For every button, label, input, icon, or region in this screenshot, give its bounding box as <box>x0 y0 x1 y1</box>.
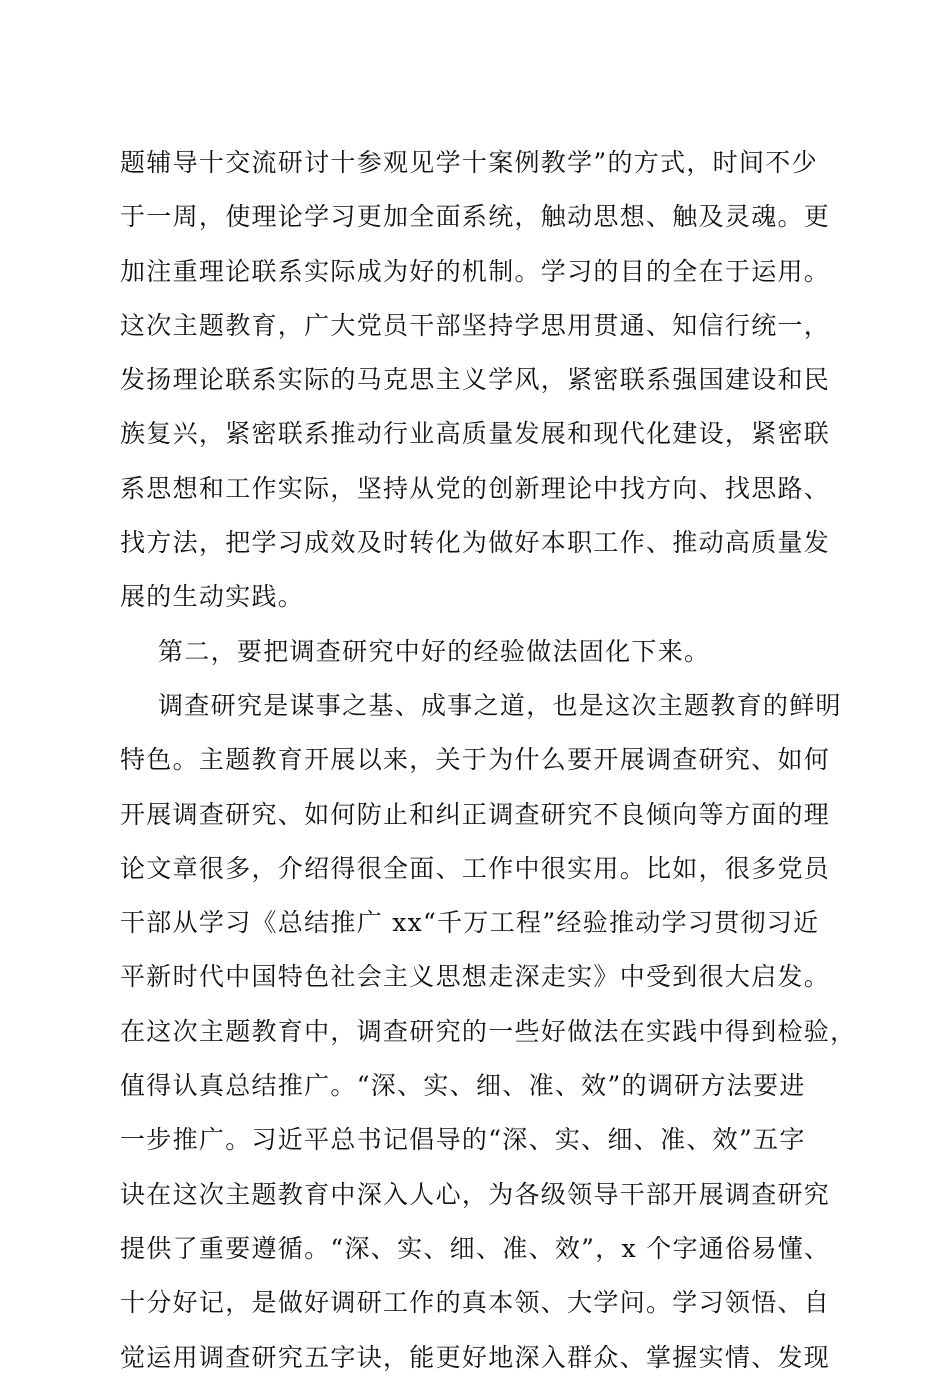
text-line: 特色。主题教育开展以来，关于为什么要开展调查研究、如何 <box>120 745 831 775</box>
text-line: 值得认真总结推广。“深、实、细、准、效”的调研方法要进 <box>120 1071 806 1101</box>
section-heading: 第二，要把调查研究中好的经验做法固化下来。 <box>158 636 711 666</box>
text-line: 开展调查研究、如何防止和纠正调查研究不良倾向等方面的理 <box>120 799 831 829</box>
text-line: 加注重理论联系实际成为好的机制。学习的目的全在于运用。 <box>120 256 831 286</box>
text-line: 发扬理论联系实际的马克思主义学风，紧密联系强国建设和民 <box>120 365 831 395</box>
body-text <box>120 136 857 1385</box>
text-line: 一步推广。习近平总书记倡导的“深、实、细、准、效”五字 <box>120 1125 806 1155</box>
text-line: 题辅导十交流研讨十参观见学十案例教学”的方式，时间不少 <box>120 148 818 177</box>
text-line: 调查研究是谋事之基、成事之道，也是这次主题教育的鲜明 <box>158 690 842 720</box>
text-line: 找方法，把学习成效及时转化为做好本职工作、推动高质量发 <box>120 528 831 558</box>
text-line: 诀在这次主题教育中深入人心，为各级领导干部开展调查研究 <box>120 1179 831 1209</box>
text-line: 十分好记，是做好调研工作的真本领、大学问。学习领悟、自 <box>120 1288 831 1318</box>
text-line: 觉运用调查研究五字诀，能更好地深入群众、掌握实情、发现 <box>120 1342 831 1372</box>
text-line: 展的生动实践。 <box>120 582 305 612</box>
text-line: 于一周，使理论学习更加全面系统，触动思想、触及灵魂。更 <box>120 202 831 232</box>
text-line: 干部从学习《总结推广 xx“千万工程”经验推动学习贯彻习近 <box>120 908 820 938</box>
text-line: 论文章很多，介绍得很全面、工作中很实用。比如，很多党员 <box>120 853 831 883</box>
text-line: 提供了重要遵循。“深、实、细、准、效”，x 个字通俗易懂、 <box>120 1233 831 1263</box>
text-line: 平新时代中国特色社会主义思想走深走实》中受到很大启发。 <box>120 962 831 992</box>
text-line: 在这次主题教育中，调查研究的一些好做法在实践中得到检验， <box>120 1016 857 1046</box>
text-line: 这次主题教育，广大党员干部坚持学思用贯通、知信行统一， <box>120 310 831 340</box>
text-line: 族复兴，紧密联系推动行业高质量发展和现代化建设，紧密联 <box>120 419 831 449</box>
text-line: 系思想和工作实际，坚持从党的创新理论中找方向、找思路、 <box>120 473 831 503</box>
